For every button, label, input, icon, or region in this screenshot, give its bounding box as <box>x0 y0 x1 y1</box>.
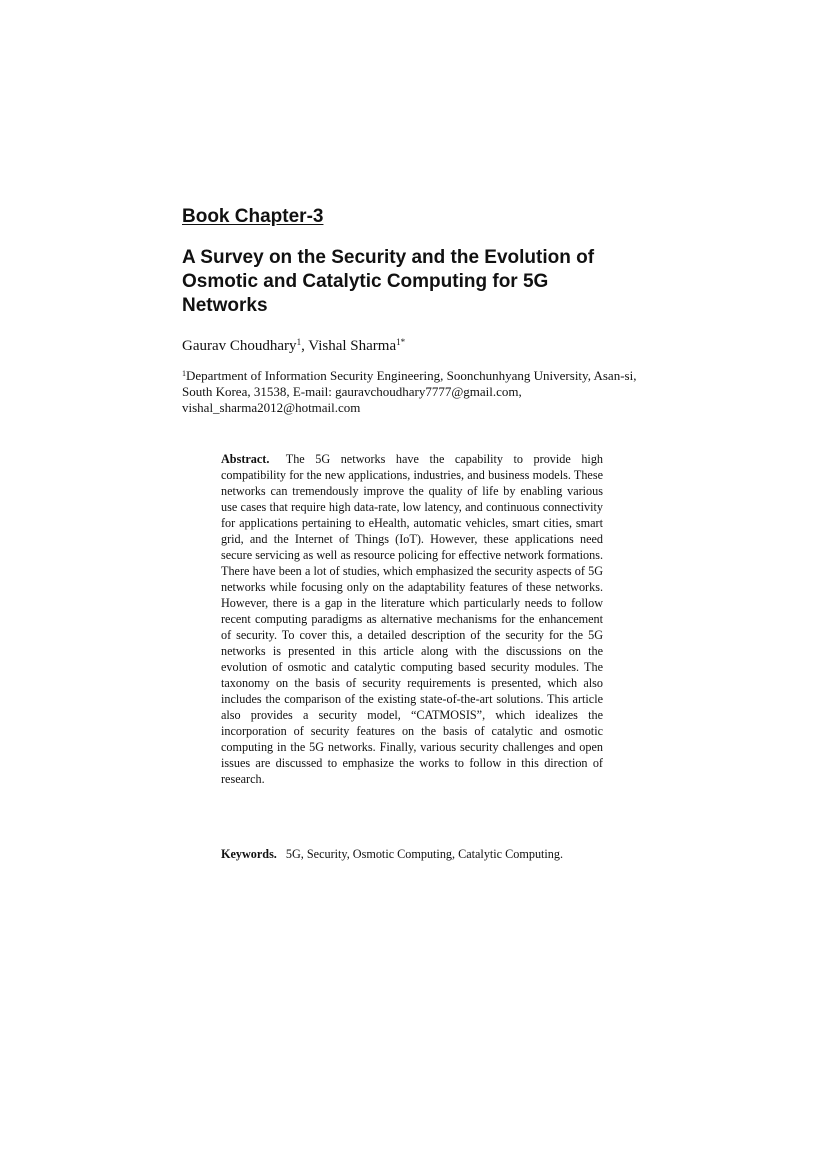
paper-title: A Survey on the Security and the Evolution of Osmotic and Catalytic Computing for 5G Networks <box>182 247 595 316</box>
abstract <box>221 451 603 787</box>
keywords-text: 5G, Security, Osmotic Computing, Catalytic Computing. <box>285 847 564 861</box>
author-affiliation-mark: 1* <box>396 337 406 347</box>
affiliation <box>182 368 642 416</box>
abstract-text: The 5G networks have the capability to provide high compatibility for the new applications, industries, and business models. These networks can tremendously improve the quality of life by enabling various use cases that require high data-rate, low latency, and continuous connectivity for applications pertaining to eHealth, automatic vehicles, smart cities, smart grid, and the Internet of Things (IoT). However, these applications need secure servicing as well as resource policing for effective network formations. There have been a lot of studies, which emphasized the security aspects of 5G networks while focusing only on the adaptability features of these networks. However, there is a gap in the literature which particularly needs to follow recent computing paradigms as alternative mechanisms for the enhancement of security. To cover this, a detailed description of the security for the 5G networks is presented in this article along with the discussions on the evolution of osmotic and catalytic computing based security modules. The taxonomy on the basis of security requirements is presented, which also includes the comparison of the existing state-of-the-art solutions. This article also provides a security model, “CATMOSIS”, which idealizes the incorporation of security features on the basis of catalytic and osmotic computing in the 5G networks. Finally, various security challenges and open issues are discussed to emphasize the works to follow in this direction of research. <box>221 452 604 786</box>
keywords <box>221 846 603 862</box>
author-list <box>182 336 405 356</box>
abstract-label: Abstract. <box>221 452 270 466</box>
affiliation-text: Department of Information Security Engineering, Soonchunhyang University, Asan-si, South Korea, 31538, E-mail: gauravchoudhary7777@gmail.com, vishal_sharma2012@hotmail.com <box>182 368 637 415</box>
author-affiliation-mark: 1 <box>296 337 302 347</box>
chapter-heading: Book Chapter-3 <box>182 206 324 227</box>
author-name: Gaurav Choudhary <box>182 338 297 354</box>
keywords-label: Keywords. <box>221 847 277 861</box>
author-separator: , <box>301 338 309 354</box>
affiliation-mark: 1 <box>182 369 186 378</box>
author-name: Vishal Sharma <box>308 338 397 354</box>
